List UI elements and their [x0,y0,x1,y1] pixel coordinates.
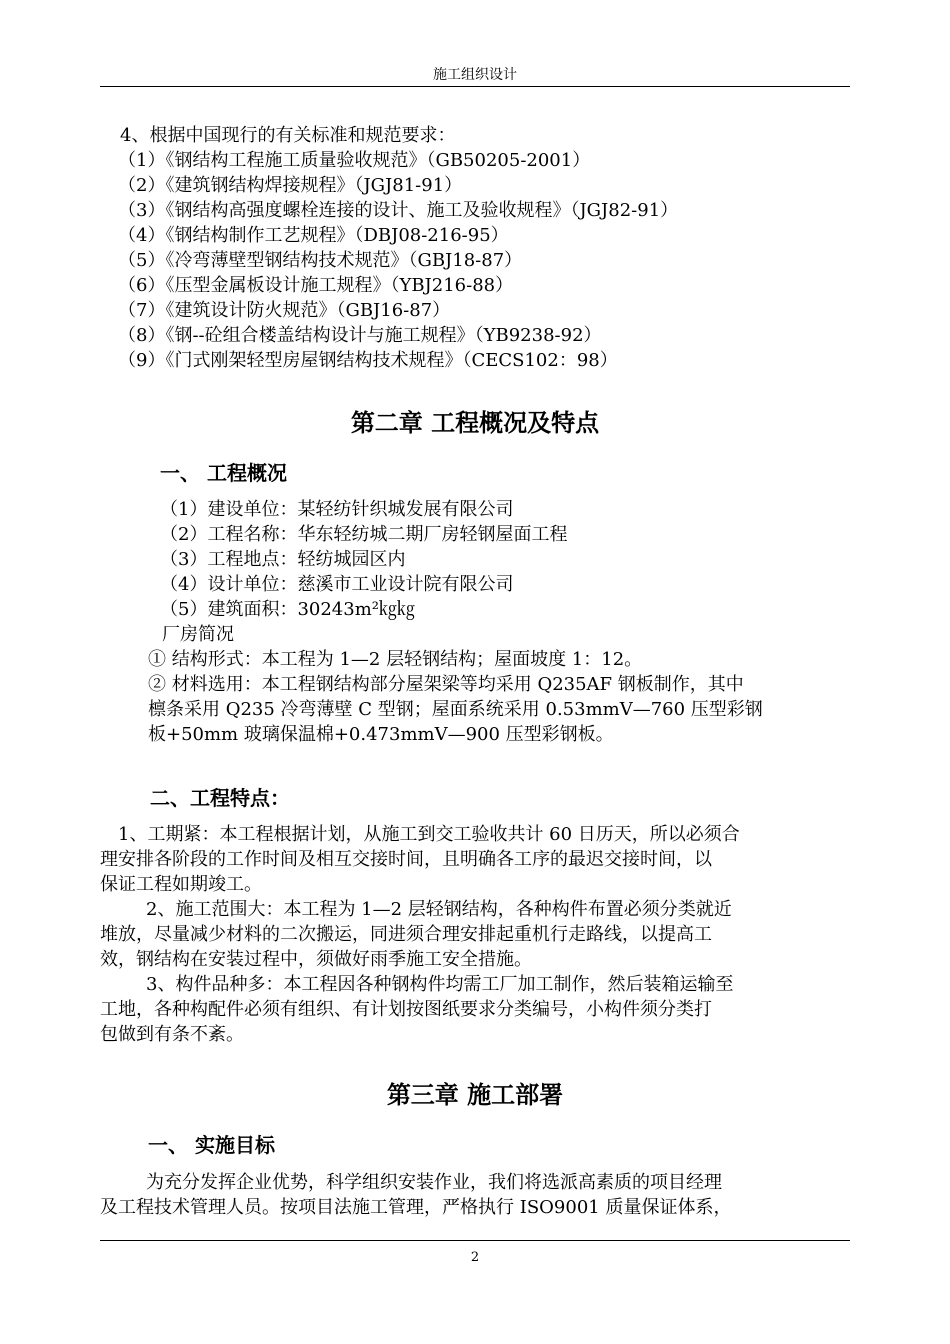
standard-item: （7）《建筑设计防火规范》（GBJ16-87） [118,300,451,321]
feature-paragraph-line: 3、构件品种多：本工程因各种钢构件均需工厂加工制作，然后装箱运输至 [146,974,734,995]
goal-paragraph-line: 及工程技术管理人员。按项目法施工管理，严格执行 ISO9001 质量保证体系， [100,1197,732,1218]
structure-form: ① 结构形式：本工程为 1—2 层轻钢结构；屋面坡度 1：12。 [148,649,643,670]
chapter-3-title: 第三章 施工部署 [386,1080,564,1109]
standard-item: （1）《钢结构工程施工质量验收规范》（GB50205-2001） [118,150,591,171]
feature-paragraph-line: 包做到有条不紊。 [100,1024,244,1045]
goal-paragraph-line: 为充分发挥企业优势，科学组织安装作业，我们将选派高素质的项目经理 [146,1172,722,1193]
feature-paragraph-line: 保证工程如期竣工。 [100,874,262,895]
standard-item: （2）《建筑钢结构焊接规程》（JGJ81-91） [118,175,463,196]
section-overview-heading: 一、 工程概况 [160,461,287,485]
overview-item: （1）建设单位：某轻纺针织城发展有限公司 [160,499,514,520]
standard-item: （8）《钢--砼组合楼盖结构设计与施工规程》（YB9238-92） [118,325,602,346]
standards-intro: 4、根据中国现行的有关标准和规范要求： [120,125,456,146]
materials-line: ② 材料选用：本工程钢结构部分屋架梁等均采用 Q235AF 钢板制作，其中 [148,674,744,695]
overview-item: （5）建筑面积：30243m²㎏㎏ [160,599,415,620]
page-number: 2 [470,1250,480,1265]
section-goal-heading: 一、 实施目标 [148,1133,275,1157]
footer-rule [100,1240,850,1241]
feature-paragraph-line: 堆放，尽量减少材料的二次搬运，同进须合理安排起重机行走路线，以提高工 [100,924,712,945]
section-features-heading: 二、工程特点： [150,786,290,810]
feature-paragraph-line: 2、施工范围大：本工程为 1—2 层轻钢结构，各种构件布置必须分类就近 [146,899,732,920]
overview-item: （4）设计单位：慈溪市工业设计院有限公司 [160,574,514,595]
materials-line: 板+50mm 玻璃保温棉+0.473mmV—900 压型彩钢板。 [148,724,614,745]
header-rule [100,86,850,87]
chapter-2-title: 第二章 工程概况及特点 [350,408,600,437]
plant-summary-label: 厂房简况 [162,624,234,645]
standard-item: （9）《门式刚架轻型房屋钢结构技术规程》（CECS102：98） [118,350,618,371]
standard-item: （5）《冷弯薄壁型钢结构技术规范》（GBJ18-87） [118,250,523,271]
feature-paragraph-line: 工地，各种构配件必须有组织、有计划按图纸要求分类编号，小构件须分类打 [100,999,712,1020]
running-header: 施工组织设计 [433,67,517,83]
standard-item: （3）《钢结构高强度螺栓连接的设计、施工及验收规程》（JGJ82-91） [118,200,679,221]
overview-item: （2）工程名称：华东轻纺城二期厂房轻钢屋面工程 [160,524,568,545]
feature-paragraph-line: 理安排各阶段的工作时间及相互交接时间，且明确各工序的最迟交接时间，以 [100,849,712,870]
materials-line: 檩条采用 Q235 冷弯薄壁 C 型钢；屋面系统采用 0.53mmV—760 压型彩钢 [148,699,763,720]
standard-item: （6）《压型金属板设计施工规程》（YBJ216-88） [118,275,514,296]
feature-paragraph-line: 效，钢结构在安装过程中，须做好雨季施工安全措施。 [100,949,532,970]
overview-item: （3）工程地点：轻纺城园区内 [160,549,406,570]
feature-paragraph-line: 1、工期紧：本工程根据计划，从施工到交工验收共计 60 日历天，所以必须合 [118,824,740,845]
standard-item: （4）《钢结构制作工艺规程》（DBJ08-216-95） [118,225,509,246]
